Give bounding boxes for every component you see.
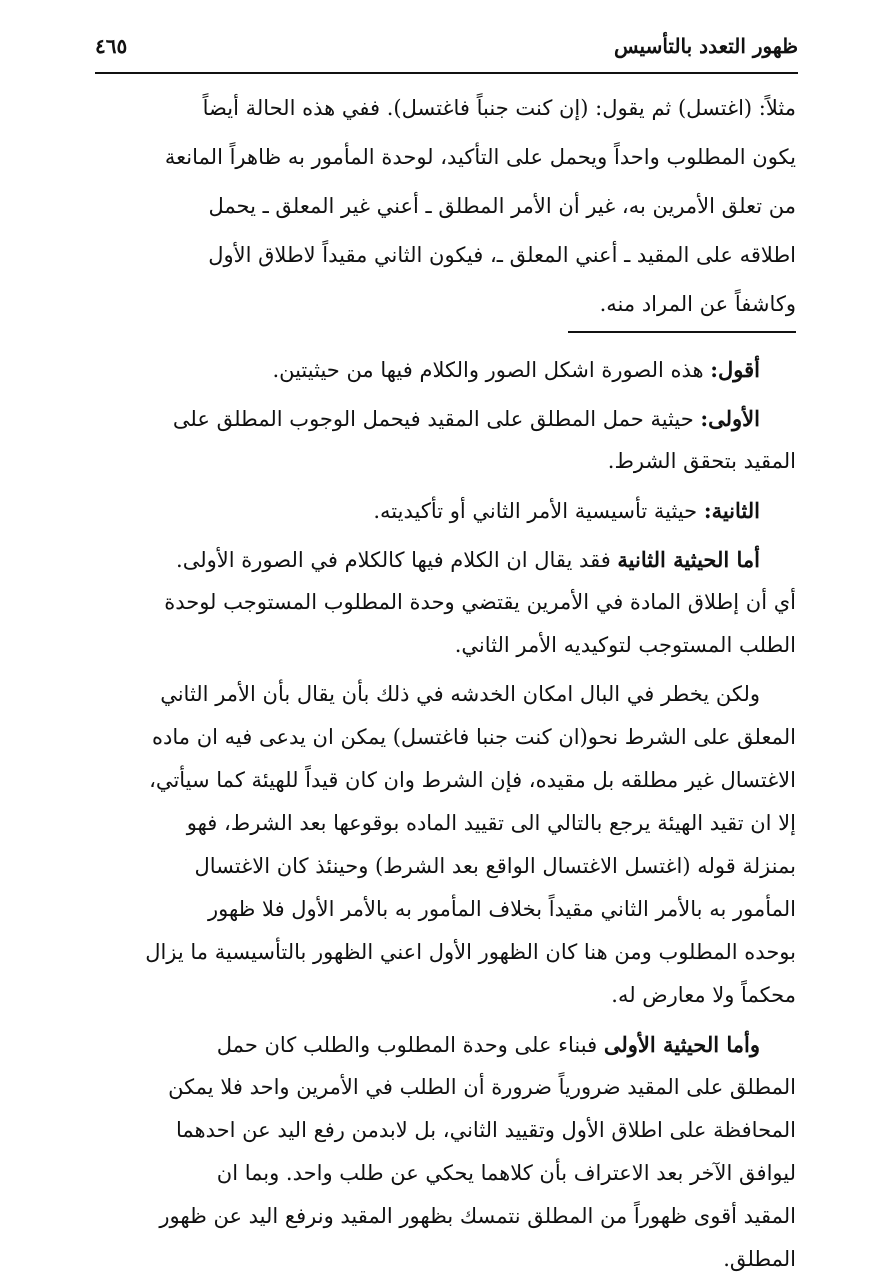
paragraph-lead: الأولى: <box>700 406 760 431</box>
paragraph-lead: أقول: <box>710 357 760 382</box>
text-line: محكماً ولا معارض له. <box>611 983 796 1007</box>
text-line: المطلق. <box>723 1247 796 1271</box>
text-line: يكون المطلوب واحداً ويحمل على التأكيد، لوحدة المأمور به ظاهراً المانعة <box>164 145 796 169</box>
text-line: اطلاقه على المقيد ـ أعني المعلق ـ، فيكون الثاني مقيداً لاطلاق الأول <box>208 243 796 267</box>
text-line: المطلق على المقيد ضرورياً ضرورة أن الطلب في الأمرين واحد فلا يمكن <box>168 1075 796 1099</box>
text-line: أي أن إطلاق المادة في الأمرين يقتضي وحدة المطلوب المستوجب لوحدة <box>164 590 796 614</box>
text-line: ولكن يخطر في البال امكان الخدشه في ذلك بأن يقال بأن الأمر الثاني <box>160 682 760 706</box>
main-text <box>97 84 796 329</box>
paragraph-lead: وأما الحيثية الأولى <box>603 1032 760 1057</box>
paragraph-lead: أما الحيثية الثانية <box>617 547 760 572</box>
page-number: ٤٦٥ <box>95 34 128 58</box>
footnote-paragraph: أقول: هذه الصورة اشكل الصور والكلام فيها من حيثيتين. <box>272 357 760 382</box>
text-line: المقيد أقوى ظهوراً من المطلق نتمسك بظهور المقيد ونرفع اليد عن ظهور <box>159 1204 796 1228</box>
text-line: ليوافق الآخر بعد الاعتراف بأن كلاهما يحكي عن طلب واحد. وبما ان <box>216 1161 796 1185</box>
header-title: ظهور التعدد بالتأسيس <box>614 34 798 58</box>
text-line: المحافظة على اطلاق الأول وتقييد الثاني، بل لابدمن رفع اليد عن احدهما <box>176 1118 796 1142</box>
footnote-divider <box>568 331 796 333</box>
text-line: المأمور به بالأمر الثاني مقيداً بخلاف المأمور به بالأمر الأول فلا ظهور <box>207 897 796 921</box>
text-line: مثلاً: (اغتسل) ثم يقول: (إن كنت جنباً فاغتسل). ففي هذه الحالة أيضاً <box>202 96 796 120</box>
footnote-paragraph: الأولى: حيثية حمل المطلق على المقيد فيحمل الوجوب المطلق على <box>172 406 760 431</box>
footnote-paragraph: أما الحيثية الثانية فقد يقال ان الكلام فيها كالكلام في الصورة الأولى. <box>176 547 760 572</box>
paragraph-lead: الثانية: <box>703 498 760 523</box>
text-line: بمنزلة قوله (اغتسل الاغتسال الواقع بعد الشرط) وحينئذ كان الاغتسال <box>194 854 796 878</box>
footnote-text <box>97 348 796 1281</box>
text-line: المعلق على الشرط نحو(ان كنت جنبا فاغتسل) يمكن ان يدعى فيه ان ماده <box>152 725 796 749</box>
footnote-paragraph: الثانية: حيثية تأسيسية الأمر الثاني أو تأكيديته. <box>373 498 760 523</box>
text-line: إلا ان تقيد الهيئة يرجع بالتالي الى تقييد الماده بوقوعها بعد الشرط، فهو <box>186 811 796 835</box>
text-line: الاغتسال غير مطلقه بل مقيده، فإن الشرط وان كان قيداً للهيئة كما سيأتي، <box>149 768 796 792</box>
running-header <box>95 30 798 74</box>
text-line: وكاشفاً عن المراد منه. <box>599 292 796 316</box>
text-line: المقيد بتحقق الشرط. <box>607 449 796 473</box>
text-line: الطلب المستوجب لتوكيديه الأمر الثاني. <box>454 633 796 657</box>
footnote-paragraph: وأما الحيثية الأولى فبناء على وحدة المطلوب والطلب كان حمل <box>216 1032 760 1057</box>
text-line: بوحده المطلوب ومن هنا كان الظهور الأول اعني الظهور بالتأسيسية ما يزال <box>145 940 796 964</box>
text-line: من تعلق الأمرين به، غير أن الأمر المطلق ـ أعني غير المعلق ـ يحمل <box>208 194 796 218</box>
